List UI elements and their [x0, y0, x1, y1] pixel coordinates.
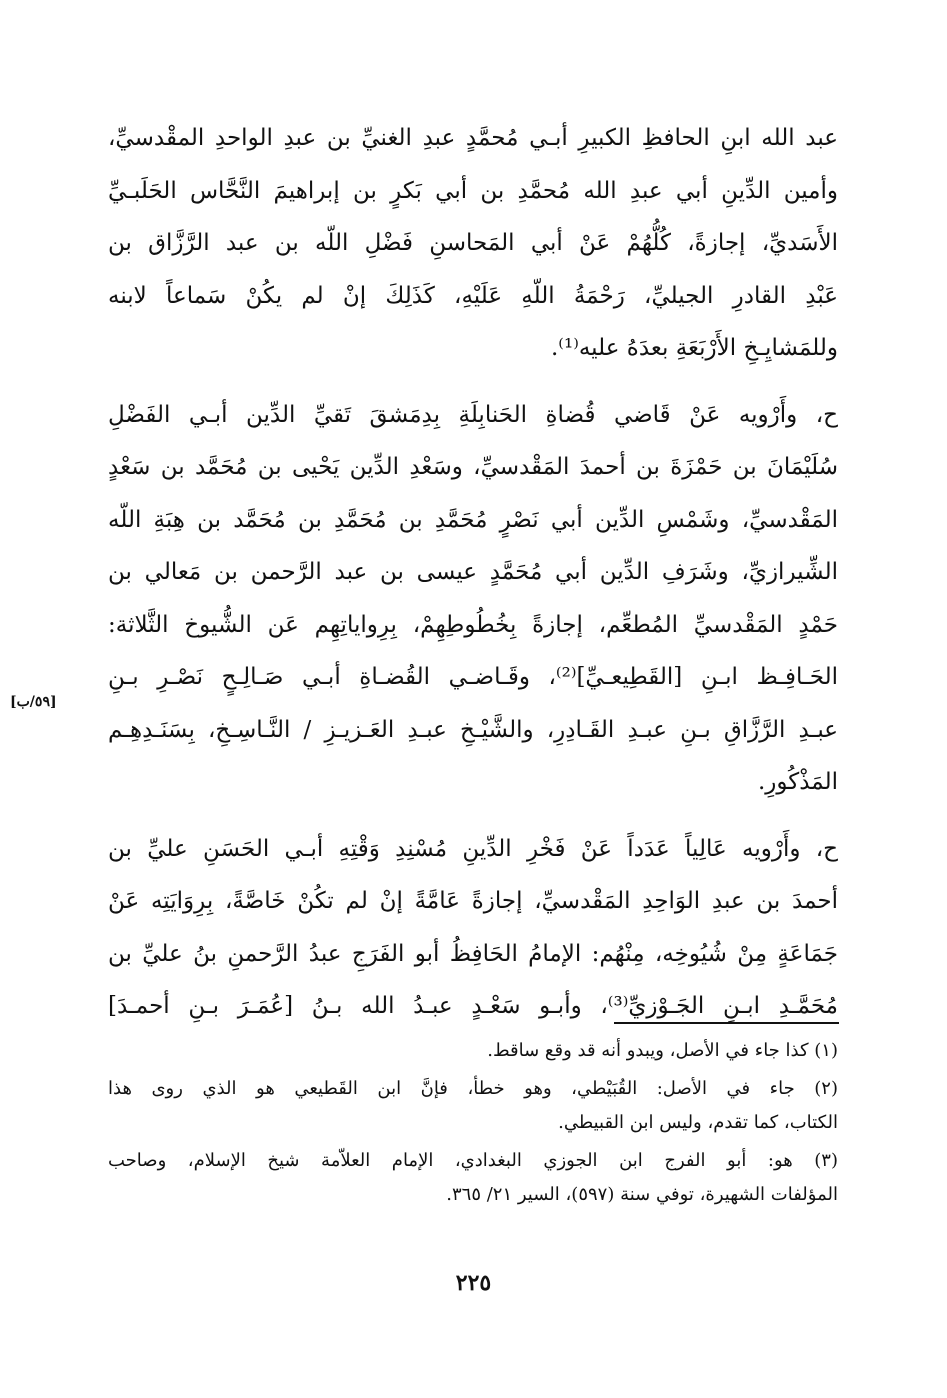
text-line: الأَسَديِّ، إجازةً، كُلُّهُمْ عَنْ أبي المَحاسنِ فَضْلِ اللّه بن عبد الرَّزَّاق بن	[108, 230, 838, 256]
text-line: عَبْدِ القادرِ الجيليِّ، رَحْمَةُ اللّهِ عَلَيْهِ، كَذَلِكَ إنْ لم يكُنْ سَماعاً لابنه	[108, 282, 838, 309]
manuscript-folio-marker: [٥٩/ب]	[10, 694, 57, 710]
paragraph-1	[108, 112, 838, 375]
text-line: عبـدِ الرَّزَّاقِ بـنِ عبـدِ القَـادِرِ، والشَّيْـخِ عبـدِ العَـزيـزِ / النَّـاسِـخِ، بِسَنَـدِهِـم	[108, 716, 838, 743]
text-line: ح، وأَرْويه عَنْ قَاضي قُضاةِ الحَنابِلَةِ بِدِمَشقَ تَقيِّ الدِّين أبـي الفَضْلِ	[108, 401, 838, 428]
text-line: جَمَاعَةٍ مِنْ شُيُوخِه، مِنْهُم: الإمامُ الحَافِظُ أبو الفَرَجِ عبدُ الرَّحمنِ بنُ عليِّ بن	[108, 940, 838, 967]
paragraph-2	[108, 389, 838, 809]
text-line: ح، وأَرْويه عَالِياً عَدَداً عَنْ فَخْرِ الدِّينِ مُسْنِدِ وَقْتِهِ أبـي الحَسَنِ عليِّ بن	[108, 835, 838, 862]
page-number: ٢٢٥	[455, 1270, 492, 1296]
footnotes	[108, 1034, 838, 1212]
footnote-3-line: المؤلفات الشهيرة، توفي سنة (٥٩٧)، السير ٢١/ ٣٦٥.	[446, 1184, 838, 1205]
text-line: سُلَيْمَانَ بن حَمْزَةَ بن أحمدَ المَقْدسيِّ، وسَعْدِ الدِّين يَحْيى بن مُحَمَّد بن سَعْدٍ	[108, 454, 838, 480]
text-line: وأمين الدِّينِ أبي عبدِ الله مُحمَّدِ بن أبي بَكرٍ بن إبراهيمَ النَّحَّاس الحَلَبـيِّ	[108, 177, 838, 204]
text-line: وللمَشايِـخِ الأَرْبَعَةِ بعدَهُ عليه⁽¹⁾.	[551, 335, 838, 361]
text-line: المَقْدسيِّ، وشَمْسِ الدِّين أبي نَصْرٍ مُحَمَّدِ بن مُحَمَّدِ بن مُحَمَّد بن هِبَةِ اللّه	[108, 506, 838, 533]
paragraph-3	[108, 823, 838, 1033]
footnote-3-line: (٣) هو: أبو الفرج ابن الجوزي البغدادي، الإمام العلاّمة شيخ الإسلام، وصاحب	[108, 1150, 838, 1171]
text-line: الحَـافِـظ ابـنِ [القَطِيعـيِّ]⁽²⁾، وقَـاضـي القُضـاةِ أبـي صَـالِـحٍ نَصْـرِ بـنِ	[108, 664, 838, 690]
text-line: حَمْدٍ المَقْدسيِّ المُطعِّم، إجازةً بِخُطُوطِهِمْ، بِرِواياتِهِم عَن الشُّيوخ الثَّلاثة:	[108, 611, 838, 638]
text-line: عبد الله ابنِ الحافظِ الكبيرِ أبـي مُحمَّدٍ عبدِ الغنيِّ بن عبدِ الواحدِ المقْدسيِّ،	[108, 125, 838, 151]
text-line: المَذْكُورِ.	[757, 769, 838, 795]
text-line: مُحَمَّـدِ ابـنِ الجَـوْزيِّ⁽³⁾، وأبـو سَعْـدٍ عبـدُ الله بـنُ [عُمَـرَ بـنِ أحمـدَ]	[108, 993, 838, 1019]
main-text	[108, 112, 838, 1033]
text-line: الشِّيرازيِّ، وشَرَفِ الدِّين أبي مُحَمَّدٍ عيسى بن عبد الرَّحمن بن مَعالي بن	[108, 559, 838, 585]
text-line: أحمدَ بن عبدِ الوَاحِدِ المَقْدسيِّ، إجازةً عَامَّةً إنْ لم تكُنْ خَاصَّةً، بِرِوَايَتِه عَنْ	[108, 888, 838, 914]
footnote-2-line: الكتاب، كما تقدم، وليس ابن القبيطي.	[558, 1112, 838, 1133]
footnote-1: (١) كذا جاء في الأصل، ويبدو أنه قد وقع ساقط.	[487, 1040, 838, 1061]
footnote-divider	[614, 1022, 839, 1024]
footnote-2-line: (٢) جاء في الأصل: القُبَيْطي، وهو خطأ، فإنَّ ابن القَطيعي هو الذي روى هذا	[108, 1078, 838, 1099]
